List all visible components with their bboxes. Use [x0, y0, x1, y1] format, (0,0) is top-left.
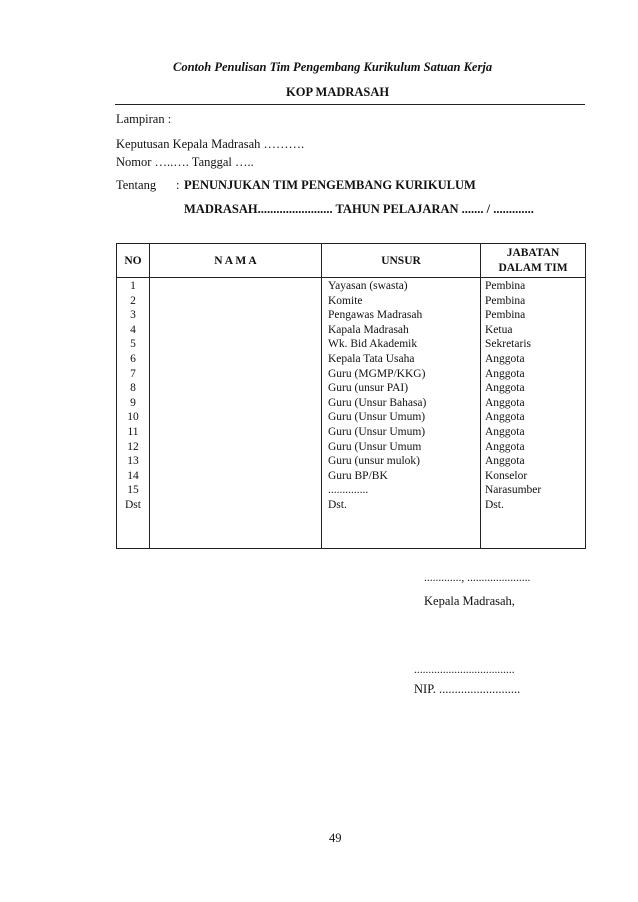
unsur-item: Guru (unsur mulok) — [328, 455, 420, 468]
team-table — [116, 243, 586, 549]
jabatan-item: Sekretaris — [485, 338, 531, 351]
kop-madrasah-heading: KOP MADRASAH — [286, 85, 390, 99]
unsur-item: Pengawas Madrasah — [328, 309, 423, 322]
row-number: 5 — [130, 338, 136, 351]
row-number: 1 — [130, 280, 136, 292]
header-nama: N A M A — [150, 244, 322, 278]
unsur-item: Guru (unsur PAI) — [328, 382, 409, 395]
keputusan-line: Keputusan Kepala Madrasah ………. — [116, 137, 305, 151]
row-number: 12 — [127, 440, 139, 453]
unsur-item: Guru BP/BK — [328, 469, 388, 482]
unsur-item: Guru (Unsur Umum) — [328, 411, 426, 424]
header-jabatan-line1: JABATAN — [506, 246, 560, 259]
page-number: 49 — [329, 831, 342, 845]
row-number: Dst — [125, 498, 141, 511]
jabatan-item: Anggota — [485, 411, 525, 424]
unsur-item: .............. — [328, 484, 369, 497]
tentang-subject-line2: MADRASAH........................ TAHUN PELAJARAN ....... / ............. — [184, 202, 534, 216]
unsur-item: Kepala Tata Usaha — [328, 352, 415, 365]
tentang-label: Tentang — [116, 178, 157, 192]
row-number: 3 — [130, 309, 136, 322]
no-cell — [117, 278, 150, 549]
jabatan-item: Pembina — [485, 309, 526, 322]
header-rule — [115, 104, 585, 105]
jabatan-item: Anggota — [485, 425, 525, 438]
unsur-item: Guru (MGMP/KKG) — [328, 367, 426, 380]
header-jabatan — [481, 244, 586, 278]
unsur-item: Dst. — [328, 498, 347, 511]
signatory-position: Kepala Madrasah, — [424, 594, 515, 608]
unsur-item: Guru (Unsur Umum) — [328, 425, 426, 438]
nomor-line: Nomor …..…. Tanggal ….. — [116, 155, 254, 169]
unsur-item: Guru (Unsur Bahasa) — [328, 396, 427, 409]
jabatan-item: Dst. — [485, 498, 504, 511]
jabatan-item: Anggota — [485, 440, 525, 453]
nip-line: NIP. .......................... — [414, 682, 521, 696]
unsur-item: Kapala Madrasah — [328, 323, 409, 336]
nama-cell — [150, 278, 322, 549]
jabatan-item: Konselor — [485, 469, 528, 482]
jabatan-item: Pembina — [485, 280, 526, 292]
row-number: 11 — [127, 425, 139, 438]
unsur-item: Guru (Unsur Umum — [328, 440, 422, 453]
row-number: 9 — [130, 396, 136, 409]
table-body-row — [117, 278, 586, 549]
row-number: 13 — [127, 455, 139, 468]
table-header-row — [117, 244, 586, 278]
jabatan-item: Anggota — [485, 367, 525, 380]
jabatan-item: Pembina — [485, 294, 526, 307]
row-number: 2 — [130, 294, 136, 307]
header-jabatan-line2: DALAM TIM — [498, 261, 568, 274]
jabatan-cell — [481, 278, 586, 549]
row-number: 8 — [130, 382, 136, 395]
tentang-subject-line1: PENUNJUKAN TIM PENGEMBANG KURIKULUM — [184, 178, 476, 192]
signatory-name-line: ................................... — [414, 664, 515, 676]
jabatan-item: Ketua — [485, 323, 513, 336]
place-date-line: ............., ...................... — [424, 572, 531, 584]
row-number: 14 — [127, 469, 139, 482]
jabatan-item: Anggota — [485, 455, 525, 468]
jabatan-item: Anggota — [485, 396, 525, 409]
header-unsur: UNSUR — [322, 244, 481, 278]
running-title: Contoh Penulisan Tim Pengembang Kurikulum Satuan Kerja — [173, 60, 493, 74]
unsur-item: Komite — [328, 294, 363, 307]
header-no: NO — [117, 244, 150, 278]
jabatan-item: Narasumber — [485, 484, 542, 497]
tentang-colon: : — [176, 178, 180, 192]
row-number: 4 — [130, 323, 136, 336]
lampiran-label: Lampiran : — [116, 112, 172, 126]
row-number: 10 — [127, 411, 139, 424]
unsur-cell — [322, 278, 481, 549]
unsur-item: Wk. Bid Akademik — [328, 338, 418, 351]
row-number: 7 — [130, 367, 136, 380]
jabatan-item: Anggota — [485, 382, 525, 395]
jabatan-item: Anggota — [485, 352, 525, 365]
row-number: 15 — [127, 484, 139, 497]
unsur-item: Yayasan (swasta) — [328, 280, 408, 292]
row-number: 6 — [130, 352, 136, 365]
